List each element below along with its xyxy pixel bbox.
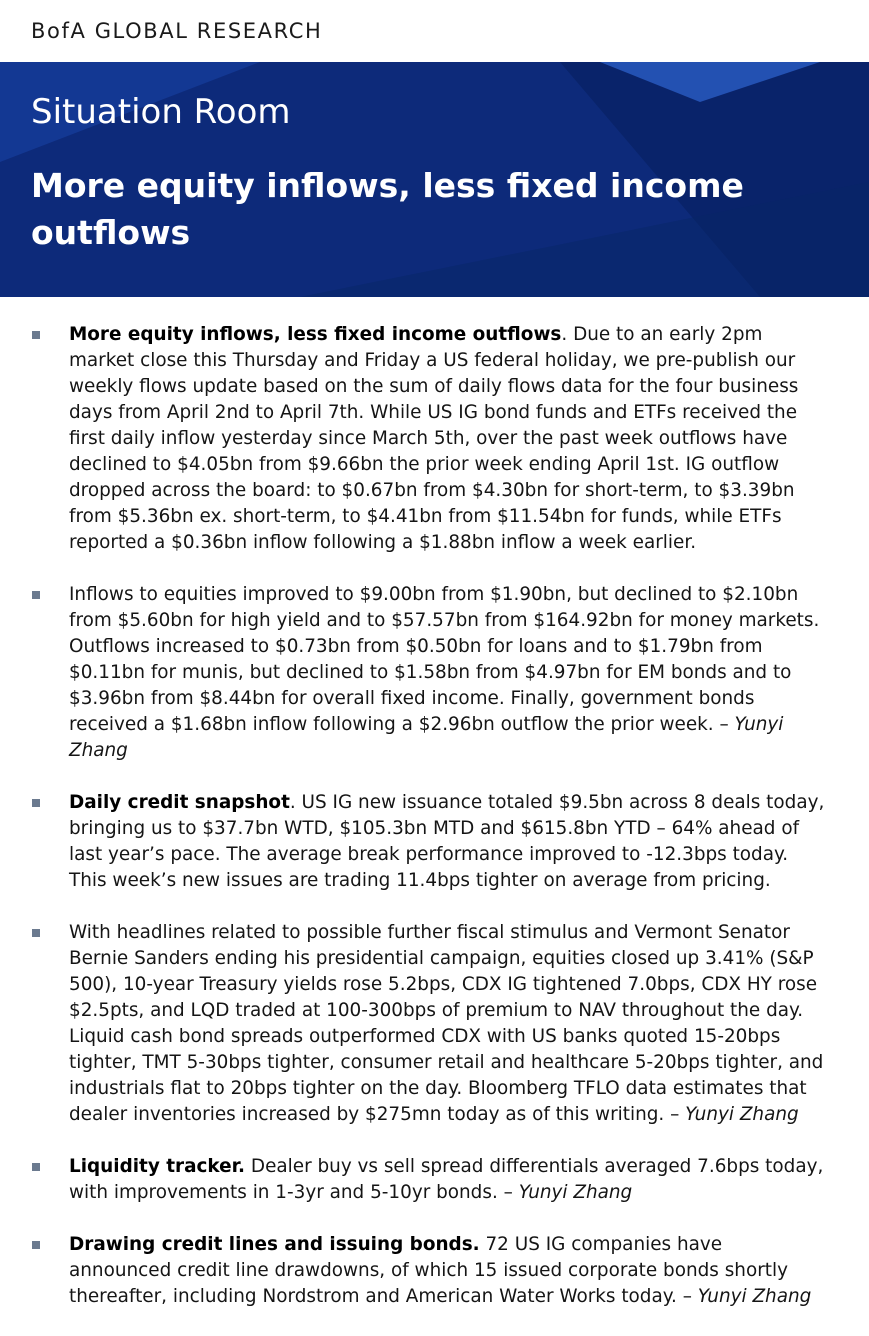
bullet-marker: [32, 331, 40, 339]
paragraph-text: Inflows to equities improved to $9.00bn from $1.90bn, but declined to $2.10bn from $5.60bn for high yield and to $57.57bn from $164.92bn for money markets. Outflows increased to $0.73bn from $0.50bn for loans and to $1.79bn from $0.11bn for munis, but declined to $1.58bn from $4.97bn for EM bonds and to $3.96bn from $8.44bn for overall fixed income. Finally, government bonds received a $1.68bn inflow following a $2.96bn outflow the prior week. –: [69, 584, 820, 735]
paragraph-equity-inflows: [0, 322, 869, 556]
paragraph-text: With headlines related to possible further fiscal stimulus and Vermont Senator Bernie Sanders ending his presidential campaign, equities closed up 3.41% (S&P 500), 10-year Treasury yields rose 5.2bps, CDX IG tightened 7.0bps, CDX HY rose $2.5pts, and LQD traded at 100-300bps of premium to NAV throughout the day. Liquid cash bond spreads outperformed CDX with US banks quoted 15-20bps tighter, TMT 5-30bps tighter, consumer retail and healthcare 5-20bps tighter, and industrials flat to 20bps tighter on the day. Bloomberg TFLO data estimates that dealer inventories increased by $275mn today as of this writing. –: [69, 922, 824, 1125]
bullet-marker: [32, 929, 40, 937]
paragraph-daily-credit-snapshot: [0, 790, 869, 894]
author-name: Yunyi Zhang: [69, 714, 784, 761]
title-banner: [0, 62, 869, 297]
paragraph-lead: Drawing credit lines and issuing bonds.: [69, 1234, 480, 1255]
paragraph-text: 72 US IG companies have announced credit line drawdowns, of which 15 issued corporate bonds shortly thereafter, including Nordstrom and American Water Works today. –: [69, 1234, 788, 1307]
paragraph-text: Dealer buy vs sell spread differentials averaged 7.6bps today, with improvements in 1-3yr and 5-10yr bonds. –: [69, 1156, 824, 1203]
paragraph-credit-lines: [0, 1232, 869, 1310]
brand-logo-text: BofA GLOBAL RESEARCH: [31, 19, 323, 43]
paragraph-text: . US IG new issuance totaled $9.5bn across 8 deals today, bringing us to $37.7bn WTD, $105.3bn MTD and $615.8bn YTD – 64% ahead of last year’s pace. The average break performance improved to -12.3bps today. This week’s new issues are trading 11.4bps tighter on average from pricing.: [69, 792, 825, 891]
author-name: Yunyi Zhang: [518, 1182, 633, 1203]
paragraph-lead: Liquidity tracker.: [69, 1156, 246, 1177]
paragraph-lead: More equity inflows, less fixed income outflows: [69, 324, 562, 345]
page-headline: More equity inflows, less fixed income outflows: [31, 166, 744, 252]
paragraph-market-headlines: [0, 920, 869, 1128]
top-bar: [0, 0, 869, 62]
paragraph-lead: Daily credit snapshot: [69, 792, 290, 813]
bullet-marker: [32, 799, 40, 807]
article-body: [0, 322, 869, 1336]
paragraph-liquidity-tracker: [0, 1154, 869, 1206]
paragraph-fund-flows: [0, 582, 869, 764]
section-title: Situation Room: [31, 92, 291, 132]
bullet-marker: [32, 591, 40, 599]
paragraph-text: . Due to an early 2pm market close this Thursday and Friday a US federal holiday, we pre-publish our weekly flows update based on the sum of daily flows data for the four business days from April 2nd to April 7th. While US IG bond funds and ETFs received the first daily inflow yesterday since March 5th, over the past week outflows have declined to $4.05bn from $9.66bn the prior week ending April 1st. IG outflow dropped across the board: to $0.67bn from $4.30bn for short-term, to $3.39bn from $5.36bn ex. short-term, to $4.41bn from $11.54bn for funds, while ETFs reported a $0.36bn inflow following a $1.88bn inflow a week earlier.: [69, 324, 799, 553]
bullet-marker: [32, 1241, 40, 1249]
author-name: Yunyi Zhang: [685, 1104, 799, 1125]
author-name: Yunyi Zhang: [697, 1286, 812, 1307]
bullet-marker: [32, 1163, 40, 1171]
